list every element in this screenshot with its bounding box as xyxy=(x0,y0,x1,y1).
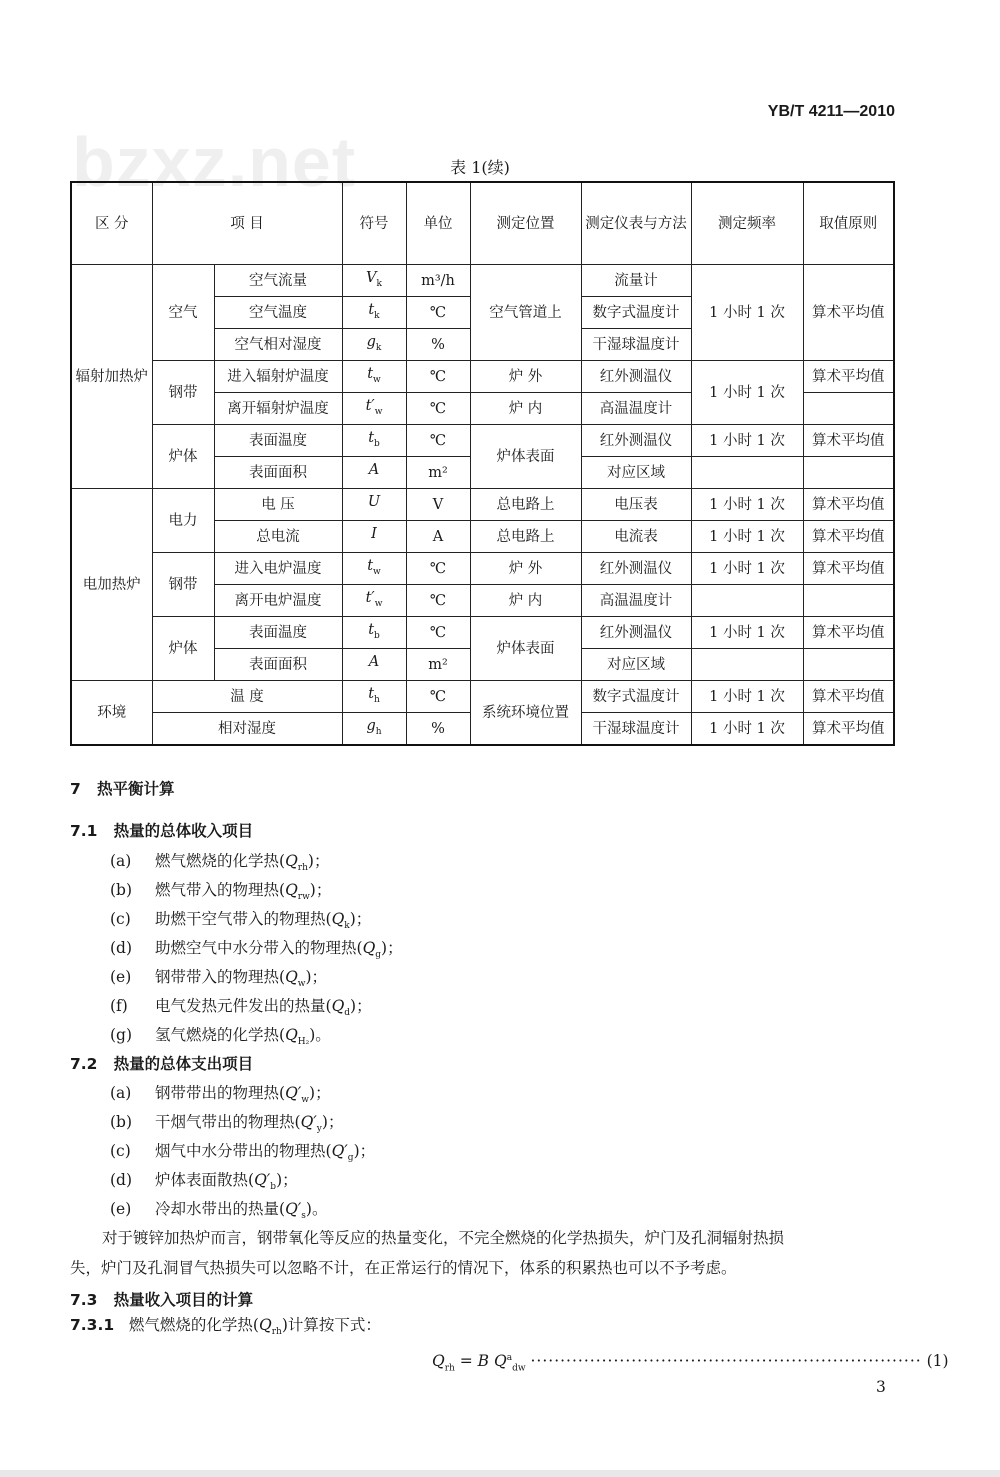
header-position: 测定位置 xyxy=(470,182,581,265)
rule-cell xyxy=(803,649,894,681)
instrument-cell: 流量计 xyxy=(581,265,691,297)
unit-cell: ℃ xyxy=(406,425,470,457)
quantity-symbol: Q′ xyxy=(300,1113,317,1131)
header-unit: 单位 xyxy=(406,182,470,265)
table-row xyxy=(71,617,894,649)
item-text: 干烟气带出的物理热( xyxy=(155,1113,301,1131)
symbol-cell xyxy=(342,393,406,425)
subcategory-cell: 钢带 xyxy=(152,553,214,617)
quantity-symbol: Q xyxy=(331,997,345,1015)
symbol: A xyxy=(368,653,380,670)
subcategory-cell: 空气 xyxy=(152,265,214,361)
item-label: (c) xyxy=(110,910,131,928)
header-item: 项 目 xyxy=(152,182,342,265)
symbol-subscript: k xyxy=(374,310,380,321)
item-end: )； xyxy=(350,997,372,1015)
item-end: )； xyxy=(307,852,330,870)
unit-cell: ℃ xyxy=(406,297,470,329)
unit-cell: V xyxy=(406,489,470,521)
list-item xyxy=(110,880,331,907)
symbol-subscript: w xyxy=(374,406,383,417)
symbol-subscript: k xyxy=(375,342,382,353)
table-row xyxy=(71,265,894,297)
frequency-cell: 1 小时 1 次 xyxy=(691,681,803,713)
item-label: (e) xyxy=(110,1200,132,1218)
item-end: )； xyxy=(276,1171,298,1189)
header-frequency: 测定频率 xyxy=(691,182,803,265)
list-item xyxy=(110,1141,375,1168)
table-row xyxy=(71,489,894,521)
position-cell: 总电路上 xyxy=(470,521,581,553)
formula-1: $Q_{rh} = B$ $Q^a_{dw}$ ·································································· (1) xyxy=(432,1352,949,1374)
unit-cell: ℃ xyxy=(406,681,470,713)
item-cell: 表面面积 xyxy=(214,649,342,681)
symbol: I xyxy=(371,525,377,542)
symbol: U xyxy=(367,493,381,510)
symbol: g xyxy=(366,717,376,734)
item-cell: 相对湿度 xyxy=(152,713,342,746)
measurement-table xyxy=(70,181,895,746)
page-number: 3 xyxy=(876,1378,886,1396)
list-item xyxy=(110,1025,331,1052)
rule-cell: 算术平均值 xyxy=(803,681,894,713)
quantity-subscript: d xyxy=(344,1008,351,1019)
item-label: (f) xyxy=(110,997,128,1015)
category-cell: 环境 xyxy=(71,681,152,746)
instrument-cell: 高温温度计 xyxy=(581,585,691,617)
quantity-symbol: Q xyxy=(285,1026,298,1044)
item-cell: 表面面积 xyxy=(214,457,342,489)
rule-cell xyxy=(803,585,894,617)
quantity-symbol: Q′ xyxy=(285,1200,302,1218)
quantity-symbol: Q xyxy=(362,939,376,957)
section-7-heading: 7 热平衡计算 xyxy=(70,780,175,798)
unit-cell: m² xyxy=(406,457,470,489)
instrument-cell: 干湿球温度计 xyxy=(581,329,691,361)
header-category: 区 分 xyxy=(71,182,152,265)
subcategory-cell: 电力 xyxy=(152,489,214,553)
item-label: (c) xyxy=(110,1142,131,1160)
rule-cell xyxy=(803,457,894,489)
table-row xyxy=(71,361,894,393)
frequency-cell: 1 小时 1 次 xyxy=(691,617,803,649)
unit-cell: ℃ xyxy=(406,585,470,617)
item-label: (b) xyxy=(110,1113,133,1131)
quantity-symbol: Q xyxy=(285,852,298,870)
position-cell: 炉 外 xyxy=(470,553,581,585)
frequency-cell: 1 小时 1 次 xyxy=(691,489,803,521)
table-caption: 表 1(续) xyxy=(450,158,510,177)
item-text: 燃气带入的物理热( xyxy=(155,881,286,899)
item-label: (b) xyxy=(110,881,133,899)
rule-cell: 算术平均值 xyxy=(803,361,894,393)
item-text: 燃气燃烧的化学热( xyxy=(155,852,286,870)
item-label: (d) xyxy=(110,1171,133,1189)
quantity-symbol: Q xyxy=(285,968,298,986)
position-cell: 系统环境位置 xyxy=(470,681,581,746)
frequency-cell xyxy=(691,585,803,617)
instrument-cell: 红外测温仪 xyxy=(581,425,691,457)
instrument-cell: 干湿球温度计 xyxy=(581,713,691,746)
rule-cell: 算术平均值 xyxy=(803,521,894,553)
symbol-cell xyxy=(342,425,406,457)
unit-cell: ℃ xyxy=(406,393,470,425)
symbol-cell xyxy=(342,489,406,521)
item-text: 助燃干空气带入的物理热( xyxy=(155,910,332,928)
item-cell: 离开电炉温度 xyxy=(214,585,342,617)
symbol: t xyxy=(368,301,375,318)
symbol: V xyxy=(366,269,377,286)
quantity-subscript: g xyxy=(375,950,382,961)
scan-edge xyxy=(0,1470,1000,1477)
table-row xyxy=(71,425,894,457)
paragraph-line-1: 对于镀锌加热炉而言，钢带氧化等反应的热量变化，不完全燃烧的化学热损失，炉门及孔洞辐射热损 xyxy=(102,1229,785,1247)
list-item xyxy=(110,1112,343,1139)
symbol-cell xyxy=(342,649,406,681)
position-cell: 炉 外 xyxy=(470,361,581,393)
list-item xyxy=(110,851,329,878)
unit-cell: m² xyxy=(406,649,470,681)
quantity-subscript: y xyxy=(316,1124,322,1135)
item-cell: 总电流 xyxy=(214,521,342,553)
symbol: t′ xyxy=(365,397,375,414)
symbol-cell xyxy=(342,713,406,746)
instrument-cell: 高温温度计 xyxy=(581,393,691,425)
instrument-cell: 数字式温度计 xyxy=(581,297,691,329)
rule-cell: 算术平均值 xyxy=(803,713,894,746)
instrument-cell: 对应区域 xyxy=(581,457,691,489)
quantity-symbol: Q′ xyxy=(331,1142,348,1160)
symbol: t xyxy=(368,429,375,446)
section-7-2-heading: 7.2 热量的总体支出项目 xyxy=(70,1055,254,1073)
instrument-cell: 对应区域 xyxy=(581,649,691,681)
item-cell: 表面温度 xyxy=(214,425,342,457)
symbol-cell xyxy=(342,617,406,649)
item-text: 钢带带入的物理热( xyxy=(155,968,286,986)
frequency-cell xyxy=(691,649,803,681)
item-cell: 离开辐射炉温度 xyxy=(214,393,342,425)
item-cell: 进入辐射炉温度 xyxy=(214,361,342,393)
category-cell: 电加热炉 xyxy=(71,489,152,681)
item-cell: 进入电炉温度 xyxy=(214,553,342,585)
item-text: 氢气燃烧的化学热( xyxy=(155,1026,286,1044)
frequency-cell: 1 小时 1 次 xyxy=(691,521,803,553)
list-item xyxy=(110,996,372,1023)
rule-cell: 算术平均值 xyxy=(803,489,894,521)
symbol-cell xyxy=(342,361,406,393)
frequency-cell xyxy=(691,457,803,489)
unit-cell: ℃ xyxy=(406,361,470,393)
quantity-symbol: Q′ xyxy=(285,1084,302,1102)
category-cell: 辐射加热炉 xyxy=(71,265,152,489)
symbol-cell xyxy=(342,265,406,297)
subcategory-cell: 炉体 xyxy=(152,617,214,681)
symbol-cell xyxy=(342,329,406,361)
item-text: 冷却水带出的热量( xyxy=(155,1200,286,1218)
unit-cell: A xyxy=(406,521,470,553)
header-instrument: 测定仪表与方法 xyxy=(581,182,691,265)
symbol: t′ xyxy=(365,589,375,606)
position-cell: 炉体表面 xyxy=(470,425,581,489)
symbol-subscript: h xyxy=(374,694,380,705)
list-item xyxy=(110,967,327,994)
table-row xyxy=(71,553,894,585)
position-cell: 炉 内 xyxy=(470,585,581,617)
quantity-symbol: Q xyxy=(285,881,298,899)
frequency-cell: 1 小时 1 次 xyxy=(691,553,803,585)
instrument-cell: 电压表 xyxy=(581,489,691,521)
symbol-cell xyxy=(342,521,406,553)
symbol-subscript: b xyxy=(374,438,380,449)
item-label: (g) xyxy=(110,1026,133,1044)
item-end: )。 xyxy=(305,1200,328,1218)
subcategory-cell: 钢带 xyxy=(152,361,214,425)
frequency-cell: 1 小时 1 次 xyxy=(691,361,803,425)
item-cell: 温 度 xyxy=(152,681,342,713)
symbol: t xyxy=(368,685,375,702)
item-end: )； xyxy=(353,1142,376,1160)
symbol-cell xyxy=(342,585,406,617)
frequency-cell: 1 小时 1 次 xyxy=(691,425,803,457)
quantity-symbol: Q xyxy=(331,910,345,928)
item-end: )； xyxy=(309,881,332,899)
item-end: )； xyxy=(321,1113,344,1131)
rule-cell: 算术平均值 xyxy=(803,265,894,361)
item-cell: 空气相对湿度 xyxy=(214,329,342,361)
instrument-cell: 电流表 xyxy=(581,521,691,553)
item-cell: 空气流量 xyxy=(214,265,342,297)
standard-number: YB/T 4211—2010 xyxy=(767,103,895,120)
symbol: t xyxy=(367,365,374,382)
item-end: )； xyxy=(305,968,328,986)
symbol-cell xyxy=(342,297,406,329)
quantity-subscript: s xyxy=(301,1211,306,1222)
quantity-subscript: rh xyxy=(297,863,308,874)
rule-cell: 算术平均值 xyxy=(803,617,894,649)
quantity-subscript: w xyxy=(297,979,306,990)
symbol-subscript: w xyxy=(373,374,381,385)
quantity-subscript: k xyxy=(344,921,350,932)
list-item xyxy=(110,1083,331,1110)
quantity-subscript: H₂ xyxy=(297,1037,310,1048)
section-7-1-heading: 7.1 热量的总体收入项目 xyxy=(70,822,254,840)
symbol: g xyxy=(366,333,376,350)
item-text: 电气发热元件发出的热量( xyxy=(155,997,332,1015)
item-text: 助燃空气中水分带入的物理热( xyxy=(155,939,363,957)
unit-cell: ℃ xyxy=(406,617,470,649)
instrument-cell: 数字式温度计 xyxy=(581,681,691,713)
instrument-cell: 红外测温仪 xyxy=(581,361,691,393)
list-item xyxy=(110,909,371,936)
item-text: 炉体表面散热( xyxy=(155,1171,255,1189)
symbol: t xyxy=(368,621,375,638)
quantity-symbol: Q′ xyxy=(254,1171,271,1189)
frequency-cell: 1 小时 1 次 xyxy=(691,713,803,746)
item-cell: 表面温度 xyxy=(214,617,342,649)
item-end: )； xyxy=(349,910,372,928)
symbol-cell xyxy=(342,457,406,489)
symbol-subscript: k xyxy=(376,278,382,289)
symbol-cell xyxy=(342,681,406,713)
quantity-subscript: b xyxy=(270,1182,277,1193)
subcategory-cell: 炉体 xyxy=(152,425,214,489)
frequency-cell: 1 小时 1 次 xyxy=(691,265,803,361)
instrument-cell: 红外测温仪 xyxy=(581,617,691,649)
position-cell: 炉体表面 xyxy=(470,617,581,681)
position-cell: 空气管道上 xyxy=(470,265,581,361)
rule-cell: 算术平均值 xyxy=(803,425,894,457)
item-end: )。 xyxy=(309,1026,331,1044)
item-label: (e) xyxy=(110,968,132,986)
table-row xyxy=(71,681,894,713)
item-end: )； xyxy=(381,939,403,957)
watermark: bzxz.net xyxy=(72,123,357,201)
section-7-3-1: 7.3.1 燃气燃烧的化学热$(Q_{rh})$计算按下式： xyxy=(70,1316,381,1338)
list-item xyxy=(110,1170,298,1197)
item-text: 烟气中水分带出的物理热( xyxy=(155,1142,332,1160)
item-label: (d) xyxy=(110,939,133,957)
paragraph-line-2: 失，炉门及孔洞冒气热损失可以忽略不计，在正常运行的情况下，体系的积累热也可以不予考虑。 xyxy=(70,1259,737,1277)
quantity-subscript: w xyxy=(301,1095,310,1106)
unit-cell: % xyxy=(406,713,470,746)
unit-cell: % xyxy=(406,329,470,361)
item-end: )； xyxy=(309,1084,331,1102)
section-7-3-heading: 7.3 热量收入项目的计算 xyxy=(70,1291,254,1309)
position-cell: 炉 内 xyxy=(470,393,581,425)
item-cell: 电 压 xyxy=(214,489,342,521)
symbol: A xyxy=(368,461,380,478)
quantity-subscript: g xyxy=(347,1153,354,1164)
symbol: t xyxy=(367,557,374,574)
rule-cell xyxy=(803,393,894,425)
symbol-cell xyxy=(342,553,406,585)
position-cell: 总电路上 xyxy=(470,489,581,521)
header-symbol: 符号 xyxy=(342,182,406,265)
list-item xyxy=(110,1199,327,1226)
header-rule: 取值原则 xyxy=(803,182,894,265)
symbol-subscript: w xyxy=(373,566,381,577)
symbol-subscript: h xyxy=(375,726,382,737)
quantity-subscript: rw xyxy=(297,892,310,903)
symbol-subscript: b xyxy=(374,630,380,641)
item-text: 钢带带出的物理热( xyxy=(155,1084,286,1102)
instrument-cell: 红外测温仪 xyxy=(581,553,691,585)
symbol-subscript: w xyxy=(374,598,383,609)
rule-cell: 算术平均值 xyxy=(803,553,894,585)
unit-cell: ℃ xyxy=(406,553,470,585)
unit-cell: m³/h xyxy=(406,265,470,297)
item-label: (a) xyxy=(110,852,132,870)
list-item xyxy=(110,938,403,965)
item-cell: 空气温度 xyxy=(214,297,342,329)
item-label: (a) xyxy=(110,1084,132,1102)
